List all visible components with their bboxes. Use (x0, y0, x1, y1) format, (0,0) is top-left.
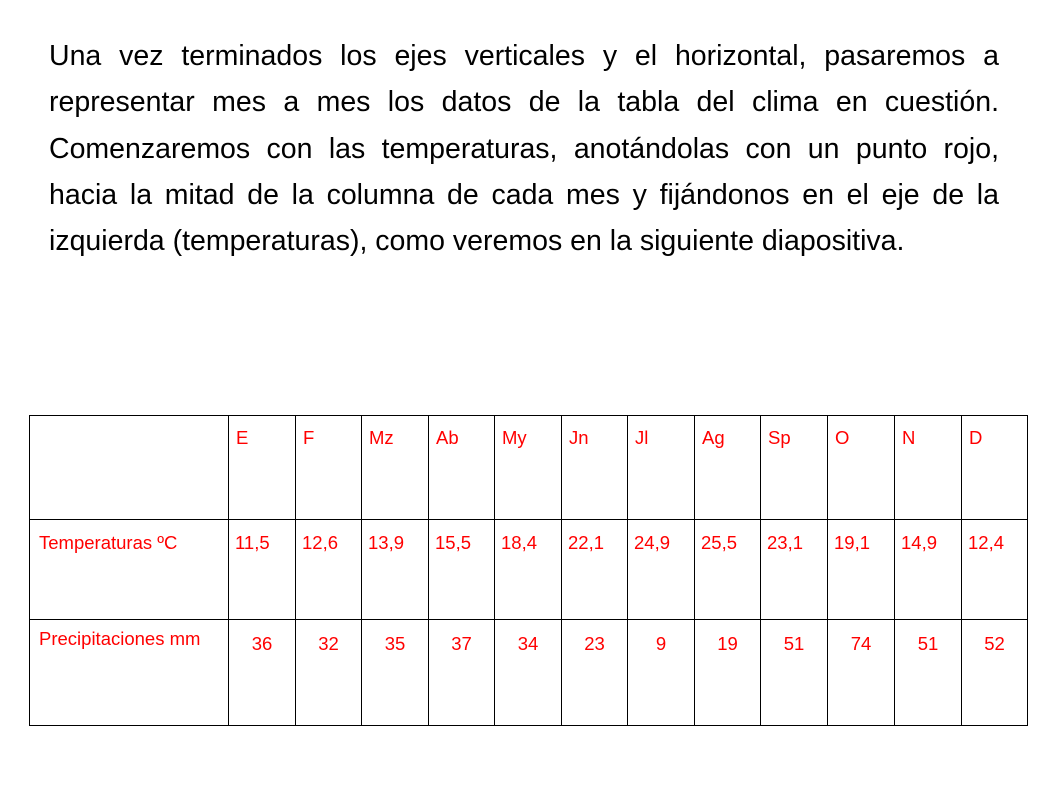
precipitation-cell: 37 (429, 620, 495, 726)
temperature-cell: 25,5 (695, 520, 761, 620)
temperature-cell: 18,4 (495, 520, 562, 620)
precipitation-cell: 74 (828, 620, 895, 726)
temperature-cell: 14,9 (895, 520, 962, 620)
climate-table (29, 415, 1028, 726)
temperature-cell: 19,1 (828, 520, 895, 620)
month-header-cell: Jl (628, 416, 695, 520)
month-header-cell: E (229, 416, 296, 520)
month-header-cell: Sp (761, 416, 828, 520)
month-header-cell: Ab (429, 416, 495, 520)
month-header-cell: F (296, 416, 362, 520)
precipitation-row (30, 620, 1028, 726)
month-header-cell: Ag (695, 416, 761, 520)
precipitation-cell: 36 (229, 620, 296, 726)
precipitation-cell: 34 (495, 620, 562, 726)
temperature-cell: 11,5 (229, 520, 296, 620)
precipitation-cell: 9 (628, 620, 695, 726)
temperature-cell: 12,4 (962, 520, 1028, 620)
month-header-cell: My (495, 416, 562, 520)
precipitation-cell: 51 (761, 620, 828, 726)
month-header-cell: Mz (362, 416, 429, 520)
precipitation-cell: 35 (362, 620, 429, 726)
precipitation-cell: 19 (695, 620, 761, 726)
precipitation-cell: 23 (562, 620, 628, 726)
precipitation-cell: 52 (962, 620, 1028, 726)
precipitation-cell: 32 (296, 620, 362, 726)
temperature-cell: 23,1 (761, 520, 828, 620)
temperature-row (30, 520, 1028, 620)
precipitation-cell: 51 (895, 620, 962, 726)
temperature-cell: 12,6 (296, 520, 362, 620)
temperature-label: Temperaturas ºC (30, 520, 229, 620)
temperature-cell: 15,5 (429, 520, 495, 620)
temperature-cell: 24,9 (628, 520, 695, 620)
precipitation-label: Precipitaciones mm (30, 620, 229, 726)
empty-corner-cell (30, 416, 229, 520)
month-header-cell: Jn (562, 416, 628, 520)
temperature-cell: 22,1 (562, 520, 628, 620)
temperature-cell: 13,9 (362, 520, 429, 620)
slide-paragraph: Una vez terminados los ejes verticales y el horizontal, pasaremos a representar mes a mes los datos de la tabla del clima en cuestión. Comenzaremos con las temperaturas, anotándolas con un punto rojo, hacia la mitad de la columna de cada mes y fijándonos en el eje de la izquierda (temperaturas), como veremos en la siguiente diapositiva. (49, 40, 999, 258)
table-header-row (30, 416, 1028, 520)
month-header-cell: D (962, 416, 1028, 520)
month-header-cell: O (828, 416, 895, 520)
month-header-cell: N (895, 416, 962, 520)
